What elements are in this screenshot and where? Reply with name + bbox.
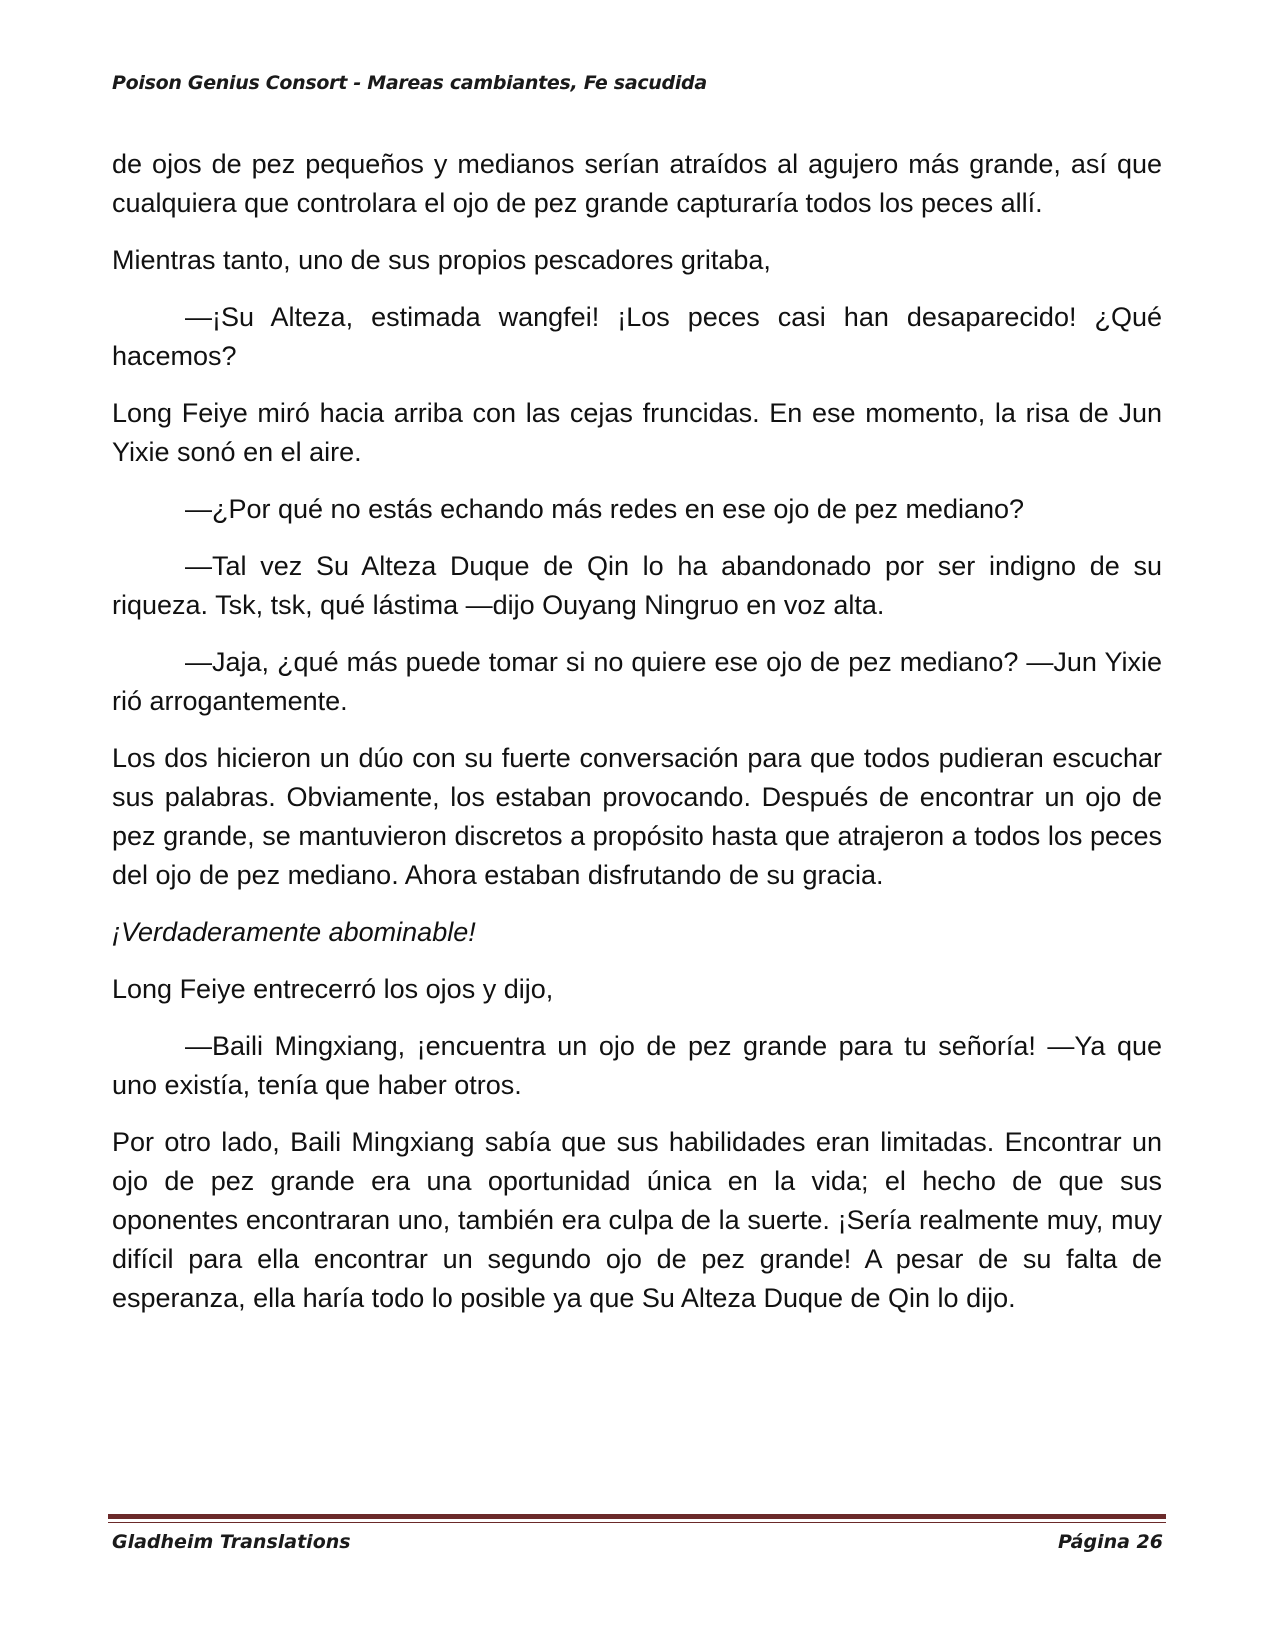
- paragraph: Por otro lado, Baili Mingxiang sabía que sus habilidades eran limitadas. Encontrar un ojo de pez grande era una oportunidad única en la vida; el hecho de que sus oponentes encontraran uno, también era culpa de la suerte. ¡Sería realmente muy, muy difícil para ella encontrar un segundo ojo de pez grande! A pesar de su falta de esperanza, ella haría todo lo posible ya que Su Alteza Duque de Qin lo dijo.: [112, 1127, 1162, 1313]
- footer-divider: [108, 1514, 1166, 1523]
- paragraph: Los dos hicieron un dúo con su fuerte conversación para que todos pudieran escuchar sus palabras. Obviamente, los estaban provocando. Después de encontrar un ojo de pez grande, se mantuvieron discretos a propósito hasta que atrajeron a todos los peces del ojo de pez mediano. Ahora estaban disfrutando de su gracia.: [112, 743, 1162, 890]
- footer-page-number: Página 26: [1057, 1531, 1163, 1553]
- paragraph: Long Feiye entrecerró los ojos y dijo,: [112, 974, 554, 1004]
- dialogue-paragraph: —Baili Mingxiang, ¡encuentra un ojo de pez grande para tu señoría! —Ya que uno existía, tenía que haber otros.: [112, 1031, 1162, 1100]
- paragraph: Mientras tanto, uno de sus propios pescadores gritaba,: [112, 245, 771, 275]
- footer-translator-name: Gladheim Translations: [112, 1531, 351, 1553]
- italic-thought: ¡Verdaderamente abominable!: [112, 917, 476, 947]
- paragraph: Long Feiye miró hacia arriba con las cejas fruncidas. En ese momento, la risa de Jun Yixie sonó en el aire.: [112, 398, 1162, 467]
- dialogue-paragraph: —¡Su Alteza, estimada wangfei! ¡Los peces casi han desaparecido! ¿Qué hacemos?: [112, 302, 1162, 371]
- page-header-title: Poison Genius Consort - Mareas cambiantes, Fe sacudida: [112, 72, 707, 94]
- paragraph: de ojos de pez pequeños y medianos serían atraídos al agujero más grande, así que cualquiera que controlara el ojo de pez grande capturaría todos los peces allí.: [112, 149, 1162, 218]
- dialogue-paragraph: —Jaja, ¿qué más puede tomar si no quiere ese ojo de pez mediano? —Jun Yixie rió arrogantemente.: [112, 647, 1162, 716]
- page-body: [112, 145, 1162, 1336]
- dialogue-paragraph: —¿Por qué no estás echando más redes en ese ojo de pez mediano?: [185, 494, 1025, 524]
- dialogue-paragraph: —Tal vez Su Alteza Duque de Qin lo ha abandonado por ser indigno de su riqueza. Tsk, tsk, qué lástima —dijo Ouyang Ningruo en voz alta.: [112, 551, 1162, 620]
